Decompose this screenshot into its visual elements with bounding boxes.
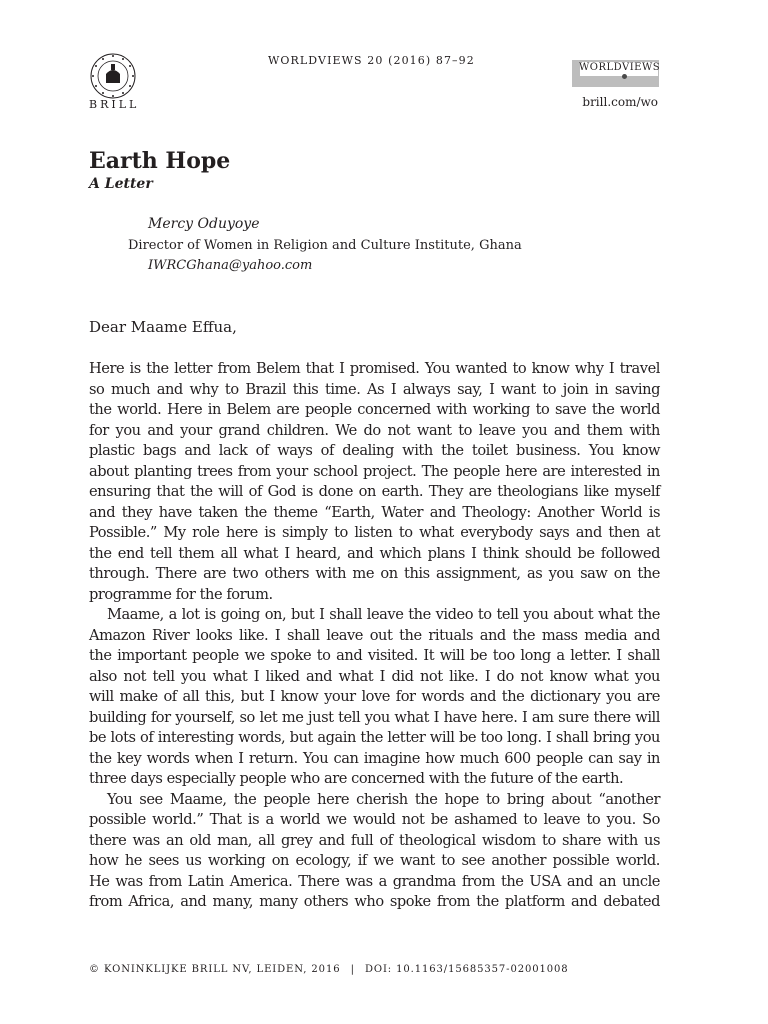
- article-subtitle: A Letter: [89, 176, 153, 192]
- body-line: Maame, a lot is going on, but I shall leave the video to tell you about what the: [107, 606, 660, 623]
- body-line: Possible.” My role here is simply to listen to what everybody says and then at: [89, 524, 660, 541]
- body-line: programme for the forum.: [89, 585, 273, 603]
- body-line: from Africa, and many, many others who spoke from the platform and debated: [89, 893, 660, 910]
- footer-separator: |: [350, 964, 355, 975]
- footer: [89, 964, 569, 975]
- body-line: so much and why to Brazil this time. As I always say, I want to join in saving: [89, 380, 660, 398]
- journal-url[interactable]: brill.com/wo: [582, 95, 658, 109]
- publisher-name: BRILL: [89, 98, 140, 111]
- body-line: and they have taken the theme “Earth, Water and Theology: Another World is: [89, 503, 660, 521]
- paragraph: [89, 359, 660, 605]
- body-line: how he sees us working on ecology, if we want to see another possible world.: [89, 852, 660, 869]
- body-line: there was an old man, all grey and full of theological wisdom to share with us: [89, 831, 660, 849]
- copyright-symbol: ©: [89, 964, 100, 975]
- body-line: the important people we spoke to and visited. It will be too long a letter. I shall: [89, 647, 660, 664]
- paragraph: [89, 790, 660, 913]
- letter-body: [89, 359, 660, 913]
- body-line: will make of all this, but I know your love for words and the dictionary you are: [89, 688, 660, 705]
- body-line: He was from Latin America. There was a grandma from the USA and an uncle: [89, 872, 660, 890]
- running-head: WORLDVIEWS 20 (2016) 87–92: [268, 54, 475, 67]
- journal-name: WORLDVIEWS: [579, 62, 661, 73]
- body-line: the end tell them all what I heard, and which plans I think should be followed: [89, 544, 660, 562]
- body-line: about planting trees from your school project. The people here are interested in: [89, 462, 660, 480]
- body-line: You see Maame, the people here cherish the hope to bring about “another: [107, 790, 660, 808]
- body-line: Amazon River looks like. I shall leave out the rituals and the mass media and: [89, 626, 660, 644]
- body-line: possible world.” That is a world we would not be ashamed to leave to you. So: [89, 811, 660, 828]
- body-line: also not tell you what I liked and what I did not like. I do not know what you: [89, 667, 660, 685]
- paragraph: [89, 605, 660, 790]
- body-line: plastic bags and lack of ways of dealing with the toilet business. You know: [89, 442, 660, 459]
- author-name: Mercy Oduyoye: [148, 216, 260, 232]
- author-affiliation: Director of Women in Religion and Culture Institute, Ghana: [128, 238, 522, 253]
- body-line: the world. Here in Belem are people concerned with working to save the world: [89, 401, 660, 418]
- body-line: building for yourself, so let me just tell you what I have here. I am sure there will: [89, 708, 660, 726]
- body-line: ensuring that the will of God is done on earth. They are theologians like myself: [89, 483, 660, 500]
- journal-badge-dot: [622, 74, 627, 79]
- body-line: through. There are two others with me on this assignment, as you saw on the: [89, 565, 660, 582]
- body-line: Here is the letter from Belem that I promised. You wanted to know why I travel: [89, 360, 660, 377]
- body-line: three days especially people who are concerned with the future of the earth.: [89, 770, 624, 787]
- body-line: be lots of interesting words, but again the letter will be too long. I shall bring you: [89, 729, 660, 746]
- brill-seal-icon: [89, 52, 137, 100]
- copyright-text: KONINKLIJKE BRILL NV, LEIDEN, 2016: [104, 964, 341, 975]
- author-email[interactable]: IWRCGhana@yahoo.com: [148, 258, 313, 273]
- salutation: Dear Maame Effua,: [89, 318, 237, 336]
- doi-link[interactable]: DOI: 10.1163/15685357-02001008: [364, 964, 569, 975]
- body-line: for you and your grand children. We do not want to leave you and them with: [89, 421, 660, 439]
- body-line: the key words when I return. You can imagine how much 600 people can say in: [89, 749, 660, 767]
- article-title: Earth Hope: [89, 148, 231, 174]
